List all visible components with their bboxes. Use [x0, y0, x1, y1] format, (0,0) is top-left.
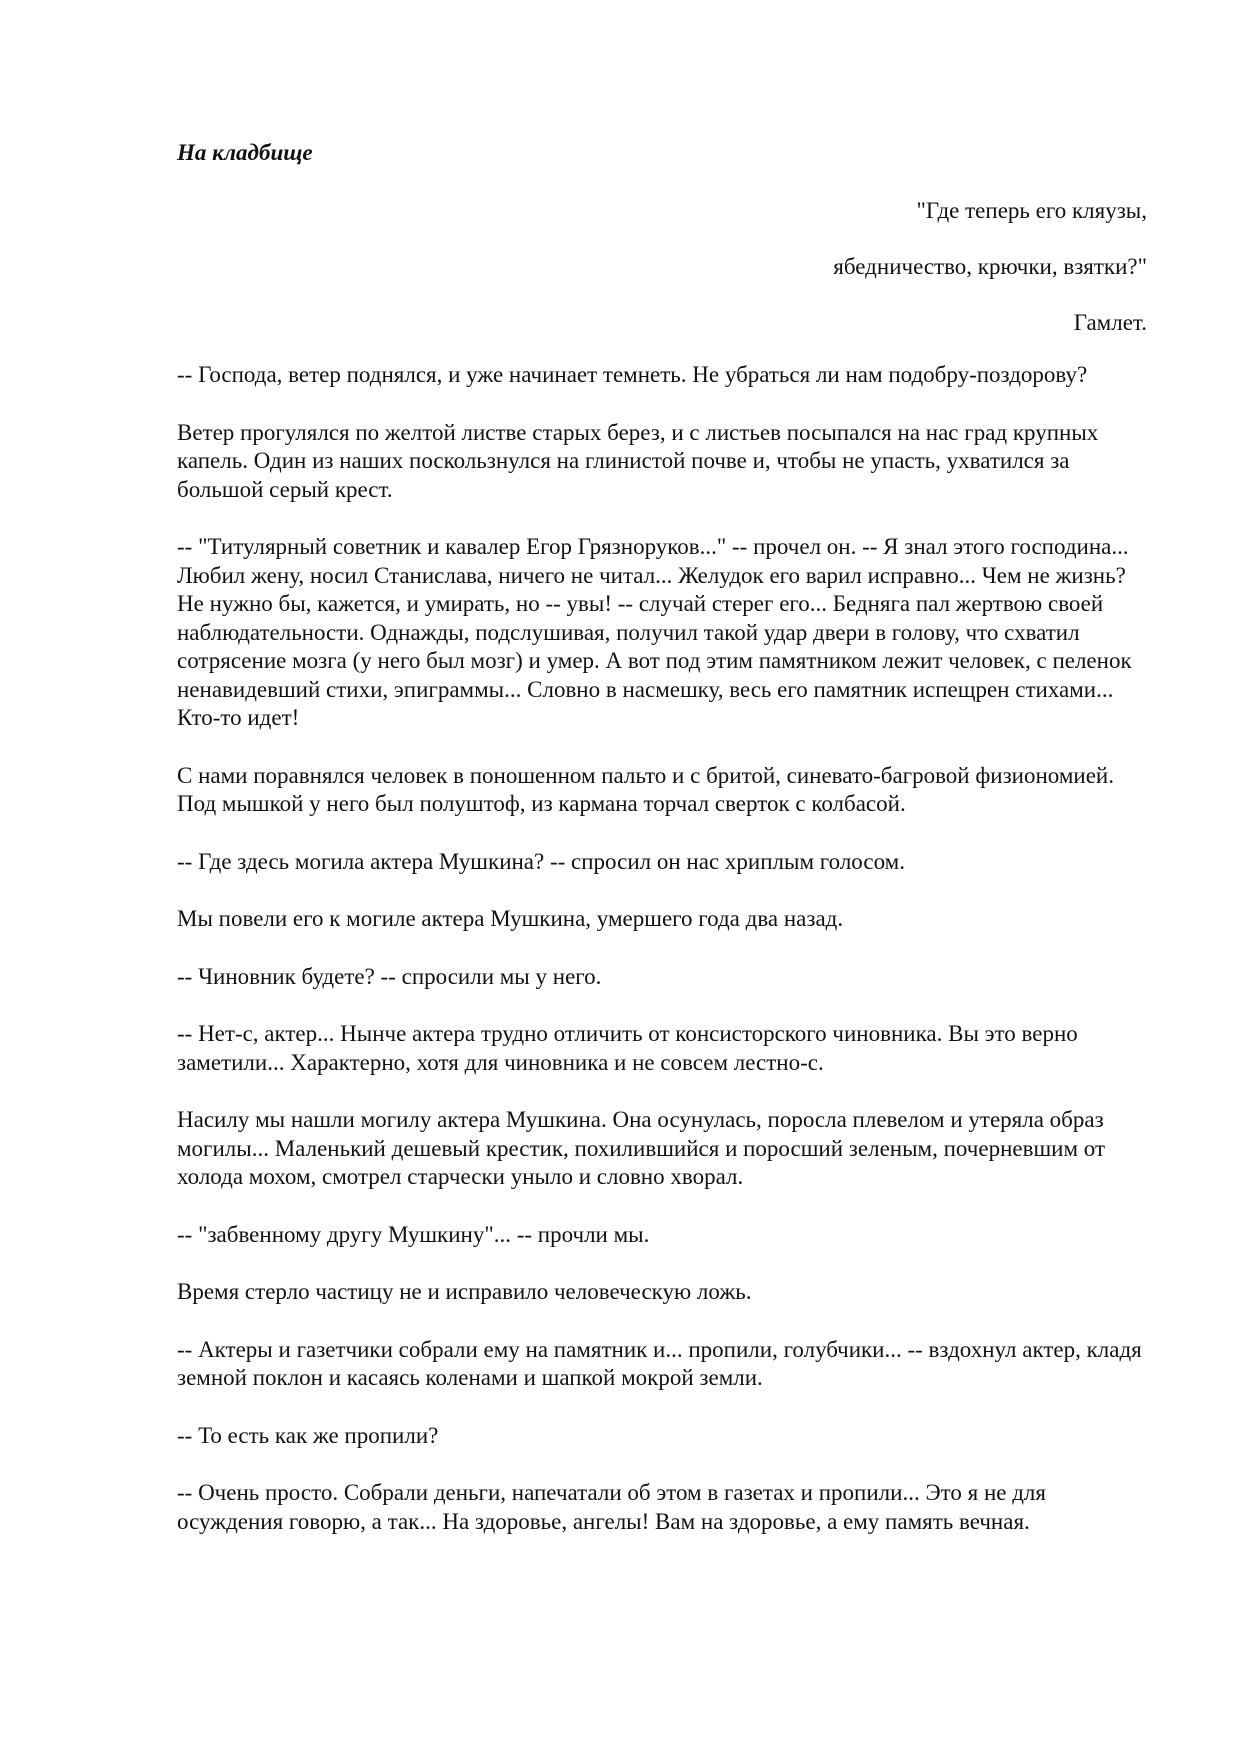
paragraph: -- Актеры и газетчики собрали ему на памятник и... пропили, голубчики... -- вздохнул актер, кладя земной поклон и касаясь коленами и шапкой мокрой земли.: [177, 1336, 1142, 1390]
paragraph: Ветер прогулялся по желтой листве старых берез, и с листьев посыпался на нас град крупных капель. Один из наших поскользнулся на глинистой почве и, чтобы не упасть, ухватился за большой серый крест.: [177, 419, 1099, 502]
paragraph: -- Очень просто. Собрали деньги, напечатали об этом в газетах и пропили... Это я не для осуждения говорю, а так... На здоровье, ангелы! Вам на здоровье, а ему память вечная.: [177, 1480, 1046, 1534]
epigraph-line: "Где теперь его кляузы,: [916, 198, 1147, 223]
paragraph: -- "забвенному другу Мушкину"... -- прочли мы.: [177, 1221, 650, 1247]
paragraph: -- "Титулярный советник и кавалер Егор Грязноруков..." -- прочел он. -- Я знал этого господина... Любил жену, носил Станислава, ничего не читал... Желудок его варил исправно... Чем не жизнь? Не нужно бы, кажется, и умирать, но -- увы! -- случай стерег его... Бедняга пал жертвою своей наблюдательности. Однажды, подслушивая, получил такой удар двери в голову, что схватил сотрясение мозга (у него был мозг) и умер. А вот под этим памятником лежит человек, с пеленок ненавидевший стихи, эпиграммы... Словно в насмешку, весь его памятник испещрен стихами... Кто-то идет!: [177, 534, 1132, 730]
paragraph: С нами поравнялся человек в поношенном пальто и с бритой, синевато-багровой физиономией. Под мышкой у него был полуштоф, из кармана торчал сверток с колбасой.: [177, 762, 1114, 816]
epigraph: [177, 197, 1147, 337]
paragraph: Мы повели его к могиле актера Мушкина, умершего года два назад.: [177, 906, 844, 931]
paragraph: -- То есть как же пропили?: [177, 1422, 439, 1448]
paragraph: -- Чиновник будете? -- спросили мы у него.: [177, 963, 602, 989]
paragraph: -- Нет-с, актер... Нынче актера трудно отличить от консисторского чиновника. Вы это верно заметили... Характерно, хотя для чиновника и не совсем лестно-с.: [177, 1021, 1078, 1075]
paragraph: -- Где здесь могила актера Мушкина? -- спросил он нас хриплым голосом.: [177, 848, 905, 874]
story-title: На кладбище: [177, 140, 313, 165]
document-body: [177, 139, 1147, 1565]
paragraph: -- Господа, ветер поднялся, и уже начинает темнеть. Не убраться ли нам подобру-поздорову?: [177, 362, 1088, 387]
paragraph: Время стерло частицу не и исправило человеческую ложь.: [177, 1279, 752, 1304]
paragraph: Насилу мы нашли могилу актера Мушкина. Она осунулась, поросла плевелом и утеряла образ могилы... Маленький дешевый крестик, похилившийся и поросший зеленым, почерневшим от холода мохом, смотрел старчески уныло и словно хворал.: [177, 1107, 1106, 1189]
epigraph-attribution: Гамлет.: [1073, 310, 1147, 335]
epigraph-line: ябедничество, крючки, взятки?": [833, 254, 1147, 279]
